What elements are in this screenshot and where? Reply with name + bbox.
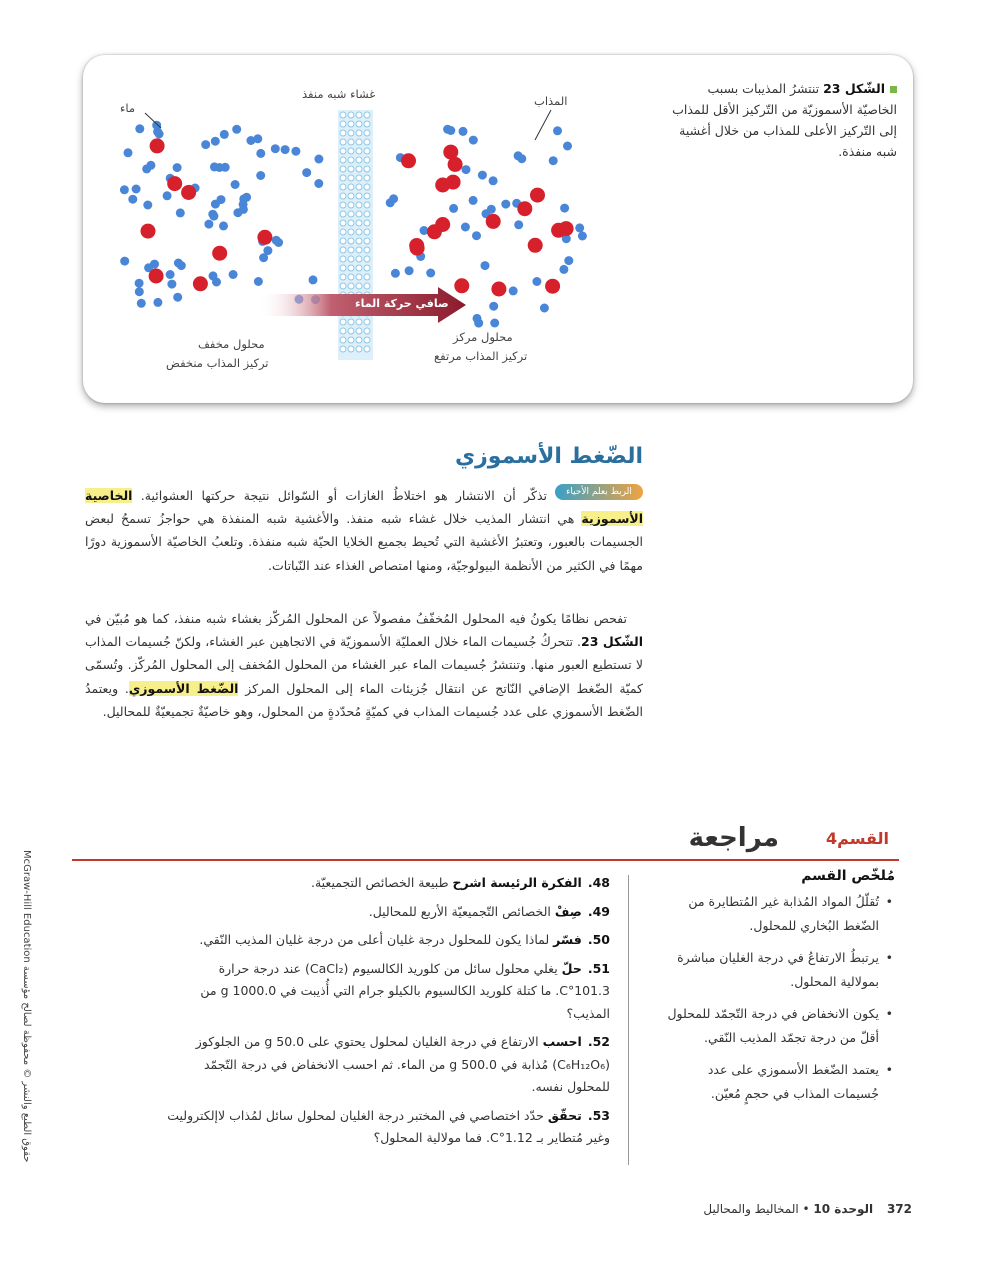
- water-molecule: [472, 231, 481, 240]
- membrane-bead: [364, 238, 370, 244]
- membrane-bead: [364, 175, 370, 181]
- membrane-bead: [364, 157, 370, 163]
- solute-particle: [530, 188, 545, 203]
- solute-particle: [257, 230, 272, 245]
- solute-particle: [193, 276, 208, 291]
- membrane-bead: [340, 193, 346, 199]
- water-molecule: [263, 246, 272, 255]
- solute-particle: [181, 185, 196, 200]
- water-molecule: [291, 147, 300, 156]
- membrane-bead: [356, 256, 362, 262]
- membrane-bead: [348, 112, 354, 118]
- water-molecule: [560, 204, 569, 213]
- membrane-bead: [348, 193, 354, 199]
- figure-caption: [672, 78, 897, 162]
- water-molecule: [490, 319, 499, 328]
- water-molecule: [578, 232, 587, 241]
- membrane-label: غشاء شبه منفذ: [302, 87, 376, 101]
- dilute-label-1: محلول مخفف: [198, 337, 265, 351]
- membrane-bead: [356, 265, 362, 271]
- membrane-bead: [340, 202, 346, 208]
- membrane-bead: [348, 220, 354, 226]
- membrane-bead: [348, 238, 354, 244]
- concentrated-label-1: محلول مركز: [453, 330, 513, 344]
- membrane-bead: [356, 346, 362, 352]
- water-molecule: [128, 195, 137, 204]
- membrane-bead: [356, 175, 362, 181]
- membrane-bead: [340, 211, 346, 217]
- water-molecule: [166, 270, 175, 279]
- water-molecule: [254, 277, 263, 286]
- membrane-bead: [348, 139, 354, 145]
- membrane-bead: [364, 193, 370, 199]
- membrane-bead: [340, 319, 346, 325]
- water-molecule: [211, 137, 220, 146]
- membrane-bead: [340, 274, 346, 280]
- water-molecule: [449, 204, 458, 213]
- summary-item: • يرتبطُ الارتفاعُ في درجة الغليان مباشرة بمولالية المحلول.: [663, 946, 879, 994]
- water-molecule: [231, 180, 240, 189]
- solute-particle: [401, 153, 416, 168]
- water-molecule: [215, 163, 224, 172]
- membrane-bead: [364, 220, 370, 226]
- membrane-bead: [340, 247, 346, 253]
- solute-particle: [486, 214, 501, 229]
- membrane-bead: [364, 121, 370, 127]
- membrane-bead: [356, 148, 362, 154]
- membrane-bead: [356, 229, 362, 235]
- water-molecule: [163, 191, 172, 200]
- membrane-bead: [356, 202, 362, 208]
- solute-label: المذاب: [534, 94, 568, 108]
- membrane-bead: [364, 283, 370, 289]
- paragraph-1: تذكّر أن الانتشار هو اختلاطُ الغازات أو السّوائل نتيجة حركتها العشوائية. الخاصية الأسموزية هي انتشار المذيب خلال غشاء شبه منفذ. والأغشية شبه المنفذة هي حواجزُ تسمحُ لبعض الجسيمات بالعبور، وتعتبرُ الأغشية التي تُحيط بجميع الخلايا الحيّة شبه منفذة. وتلعبُ الخاصيّة الأسموزية دورًا مهمًا في الكثير من الأنظمة البيولوجيّة، ومنها امتصاص الغذاء عند النّباتات.: [85, 488, 643, 573]
- solute-particle: [517, 201, 532, 216]
- chapter-label: المخاليط والمحاليل: [703, 1202, 799, 1216]
- water-molecule: [167, 280, 176, 289]
- solute-particle: [545, 279, 560, 294]
- water-molecule: [314, 179, 323, 188]
- water-molecule: [564, 256, 573, 265]
- membrane-bead: [364, 211, 370, 217]
- footer-bullet: •: [798, 1202, 810, 1216]
- dilute-label-2: تركيز المذاب منخفض: [166, 356, 269, 370]
- water-molecule: [386, 198, 395, 207]
- membrane-bead: [356, 274, 362, 280]
- water-molecule: [540, 304, 549, 313]
- membrane-bead: [348, 256, 354, 262]
- membrane-bead: [356, 220, 362, 226]
- term-osmosis: الخاصية الأسموزية: [85, 488, 643, 527]
- membrane-bead: [356, 247, 362, 253]
- membrane-bead: [340, 265, 346, 271]
- solute-particle: [409, 238, 424, 253]
- membrane-bead: [356, 211, 362, 217]
- term-osmotic-pressure: الضّغط الأسموزي: [128, 680, 239, 696]
- membrane-bead: [364, 112, 370, 118]
- summary-item: • يعتمد الضّغط الأسموزي على عدد جُسيمات المذاب في حجمٍ مُعيّن.: [663, 1058, 879, 1106]
- membrane-bead: [356, 319, 362, 325]
- water-molecule: [462, 165, 471, 174]
- question-51: 51.حلّ يغلي محلول سائل من كلوريد الكالسيوم (CaCl₂) عند درجة حرارة 101.3°C. ما كتلة كلوريد الكالسيوم بالكيلو جرام التي أُذيبت في 1000.0 g من المذيب؟: [200, 960, 610, 1021]
- water-molecule: [220, 130, 229, 139]
- membrane-bead: [348, 337, 354, 343]
- section-title: الضّغط الأسموزي: [454, 444, 643, 469]
- membrane-bead: [356, 121, 362, 127]
- caption-bullet-icon: [890, 86, 897, 93]
- membrane-bead: [364, 148, 370, 154]
- water-molecule: [201, 140, 210, 149]
- membrane-bead: [348, 328, 354, 334]
- water-molecule: [478, 171, 487, 180]
- water-molecule: [120, 257, 129, 266]
- membrane-bead: [356, 238, 362, 244]
- water-molecule: [176, 208, 185, 217]
- water-molecule: [135, 287, 144, 296]
- membrane-bead: [348, 148, 354, 154]
- water-molecule: [146, 161, 155, 170]
- water-molecule: [174, 259, 183, 268]
- water-molecule: [173, 293, 182, 302]
- water-molecule: [152, 121, 161, 130]
- membrane-bead: [364, 130, 370, 136]
- water-molecule: [391, 269, 400, 278]
- membrane-bead: [348, 274, 354, 280]
- solute-particle: [149, 269, 164, 284]
- membrane-bead: [364, 166, 370, 172]
- membrane-bead: [364, 247, 370, 253]
- membrane-bead: [340, 130, 346, 136]
- membrane-bead: [364, 337, 370, 343]
- question-53: 53.تحقّق حدّد اختصاصي في المختبر درجة الغليان لمحلول سائل لمُذاب لاإلكتروليت وغير مُتطاير بـ 1.12°C. فما مولالية المحلول؟: [167, 1107, 610, 1145]
- water-molecule: [153, 298, 162, 307]
- water-molecule: [489, 302, 498, 311]
- solute-particle: [446, 175, 461, 190]
- membrane-bead: [356, 337, 362, 343]
- membrane-bead: [348, 202, 354, 208]
- copyright-credit: حقوق الطبع والنشر © محفوظة لصالح مؤسسة McGraw-Hill Education: [21, 850, 32, 1163]
- membrane-bead: [356, 193, 362, 199]
- membrane-bead: [340, 112, 346, 118]
- water-molecule: [501, 200, 510, 209]
- water-molecule: [314, 155, 323, 164]
- water-molecule: [514, 220, 523, 229]
- membrane-bead: [348, 283, 354, 289]
- solute-particle: [454, 278, 469, 293]
- link-badge[interactable]: الربط بعلم الأحياء: [555, 484, 643, 500]
- water-molecule: [575, 223, 584, 232]
- membrane-bead: [364, 184, 370, 190]
- water-molecule: [120, 185, 129, 194]
- membrane-bead: [356, 328, 362, 334]
- membrane-bead: [356, 112, 362, 118]
- membrane-bead: [356, 166, 362, 172]
- membrane-bead: [348, 121, 354, 127]
- solute-pointer-line: [535, 110, 551, 140]
- water-molecule: [489, 176, 498, 185]
- section-number: القسم4: [826, 829, 889, 848]
- membrane-bead: [340, 148, 346, 154]
- membrane-bead: [348, 346, 354, 352]
- water-molecule: [256, 149, 265, 158]
- water-molecule: [137, 299, 146, 308]
- water-molecule: [217, 195, 226, 204]
- water-molecule: [474, 319, 483, 328]
- membrane-bead: [348, 211, 354, 217]
- membrane-bead: [340, 337, 346, 343]
- water-molecule: [405, 266, 414, 275]
- membrane-bead: [340, 157, 346, 163]
- water-molecule: [204, 220, 213, 229]
- water-molecule: [212, 278, 221, 287]
- membrane-bead: [364, 319, 370, 325]
- water-molecule: [426, 269, 435, 278]
- page-footer: [703, 1202, 912, 1216]
- summary-title: مُلخّص القسم: [801, 868, 895, 884]
- question-50: 50.فسّر لماذا يكون للمحلول درجة غليان أعلى من درجة غليان المذيب النّقي.: [199, 932, 610, 947]
- unit-label: الوحدة 10: [813, 1202, 874, 1216]
- membrane-bead: [364, 346, 370, 352]
- membrane-bead: [348, 229, 354, 235]
- membrane-bead: [348, 166, 354, 172]
- review-header: [72, 823, 899, 861]
- water-molecule: [239, 205, 248, 214]
- water-molecule: [272, 236, 281, 245]
- water-molecule: [246, 136, 255, 145]
- membrane-bead: [348, 247, 354, 253]
- water-molecule: [173, 163, 182, 172]
- water-molecule: [509, 286, 518, 295]
- membrane-bead: [356, 157, 362, 163]
- water-molecule: [281, 145, 290, 154]
- membrane-bead: [364, 274, 370, 280]
- solute-particle: [559, 221, 574, 236]
- membrane-bead: [348, 265, 354, 271]
- membrane-bead: [356, 283, 362, 289]
- water-molecule: [135, 124, 144, 133]
- membrane-bead: [348, 319, 354, 325]
- water-molecule: [229, 270, 238, 279]
- water-molecule: [124, 148, 133, 157]
- membrane-bead: [364, 328, 370, 334]
- membrane-bead: [356, 130, 362, 136]
- membrane-bead: [356, 139, 362, 145]
- membrane-bead: [340, 184, 346, 190]
- water-molecule: [219, 221, 228, 230]
- membrane-bead: [340, 328, 346, 334]
- membrane-bead: [348, 175, 354, 181]
- arrow-label: صافي حركة الماء: [355, 297, 449, 310]
- summary-item: • يكون الانخفاض في درجة التّجمّد للمحلول أقلّ من درجة تجمّد المذيب النّقي.: [663, 1002, 879, 1050]
- solute-particle: [528, 238, 543, 253]
- paragraph-2: تفحص نظامًا يكونُ فيه المحلول المُخفّفُ مفصولاً عن المحلول المُركّز بغشاء شبه منفذ، كما هو مُبيّن في الشّكل 23. تتحركُ جُسيمات الماء خلال العمليّة الأسموزيّة في الاتجاهين عبر الغشاء، ولكنّ جُسيمات المذاب لا تستطيع العبور منها. وتنتشرُ جُسيمات الماء عبر الغشاء من المحلول المُخفف إلى المحلول المُركّز. وتُسمّى كميّة الضّغط الإضافي النّاتج عن انتقال جُزيئات الماء إلى المحلول المركز الضّغط الأسموزي. ويعتمدُ الضّغط الأسموزي على عدد جُسيمات المذاب في كميّةٍ مُحدّدةٍ من المحلول، وهو خاصيّةٌ تجميعيّةٌ للمحاليل.: [85, 611, 644, 719]
- membrane-bead: [348, 157, 354, 163]
- section-summary: [663, 868, 895, 1114]
- caption-title: الشّكل 23: [823, 81, 885, 96]
- concentrated-label-2: تركيز المذاب مرتفع: [434, 349, 528, 363]
- water-molecule: [256, 171, 265, 180]
- membrane-bead: [364, 265, 370, 271]
- water-molecule: [549, 156, 558, 165]
- membrane-bead: [340, 283, 346, 289]
- membrane-bead: [340, 346, 346, 352]
- membrane-bead: [340, 238, 346, 244]
- water-molecule: [517, 154, 526, 163]
- water-molecule: [302, 168, 311, 177]
- review-title: مراجعة: [688, 823, 779, 853]
- water-molecule: [232, 125, 241, 134]
- membrane-bead: [364, 139, 370, 145]
- water-molecule: [309, 275, 318, 284]
- water-molecule: [208, 210, 217, 219]
- water-molecule: [271, 144, 280, 153]
- membrane-bead: [340, 121, 346, 127]
- solute-particle: [141, 224, 156, 239]
- membrane-bead: [364, 229, 370, 235]
- water-label: ماء: [120, 101, 136, 115]
- membrane-bead: [340, 256, 346, 262]
- water-molecule: [143, 201, 152, 210]
- solute-particle: [150, 138, 165, 153]
- membrane-bead: [364, 202, 370, 208]
- membrane-bead: [348, 184, 354, 190]
- water-molecule: [459, 127, 468, 136]
- water-molecule: [559, 265, 568, 274]
- summary-item: • تُقلّلُ المواد المُذابة غير المُتطايرة من الضّغط البُخاري للمحلول.: [663, 890, 879, 938]
- question-52: 52.احسب الارتفاع في درجة الغليان لمحلول يحتوي على 50.0 g من الجلوكوز (C₆H₁₂O₆) مُذابة في 500.0 g من الماء. ثم احسب الانخفاض في درجة التّجمّد للمحلول نفسه.: [195, 1034, 610, 1094]
- water-molecule: [532, 277, 541, 286]
- solute-particle: [491, 282, 506, 297]
- water-molecule: [481, 261, 490, 270]
- membrane-bead: [364, 256, 370, 262]
- water-molecule: [553, 126, 562, 135]
- question-48: 48.الفكرة الرئيسة اشرح طبيعة الخصائص التجميعيّة.: [310, 875, 610, 890]
- membrane-bead: [356, 184, 362, 190]
- water-molecule: [132, 185, 141, 194]
- solute-particle: [212, 246, 227, 261]
- page-number: 372: [886, 1202, 912, 1216]
- solute-particle: [167, 176, 182, 191]
- water-molecule: [461, 223, 470, 232]
- question-49: 49.صِفْ الخصائص التّجميعيّة الأربع للمحاليل.: [368, 903, 610, 919]
- review-questions: [162, 872, 610, 1156]
- membrane-bead: [340, 220, 346, 226]
- membrane-bead: [340, 229, 346, 235]
- water-molecule: [469, 196, 478, 205]
- solute-particle: [435, 217, 450, 232]
- membrane-bead: [348, 130, 354, 136]
- water-molecule: [446, 126, 455, 135]
- review-divider: [628, 875, 629, 1165]
- membrane-bead: [340, 175, 346, 181]
- water-molecule: [469, 136, 478, 145]
- solute-particle: [443, 145, 458, 160]
- figure-reference[interactable]: الشّكل 23: [581, 634, 643, 650]
- water-molecule: [135, 279, 144, 288]
- caption-text: تنتشرُ المذيبات بسبب الخاصيّة الأسموزيّة من التّركيز الأقل للمذاب إلى التّركيز الأعلى للمذاب من خلال أغشية شبه منفذة.: [672, 81, 897, 159]
- membrane-bead: [340, 139, 346, 145]
- membrane-bead: [340, 166, 346, 172]
- water-molecule: [563, 142, 572, 151]
